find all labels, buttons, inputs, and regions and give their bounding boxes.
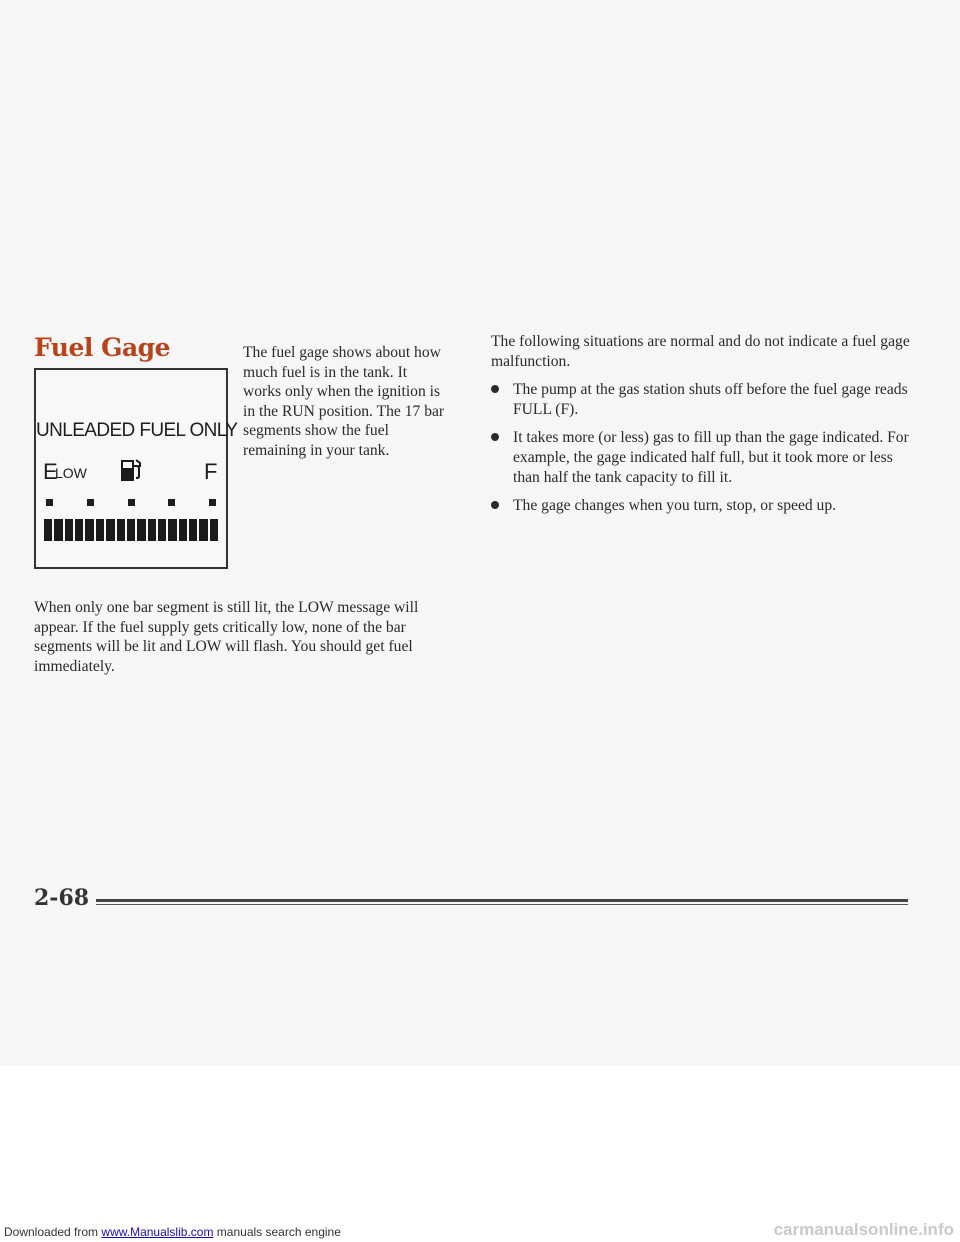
bar-segment <box>75 519 83 541</box>
manualslib-link[interactable]: www.Manualslib.com <box>101 1225 214 1239</box>
gauge-low-text: LOW <box>55 465 87 481</box>
list-item-text: The gage changes when you turn, stop, or speed up. <box>513 497 837 515</box>
bullet-icon <box>491 501 499 509</box>
bar-segment <box>85 519 93 541</box>
list-item-text: It takes more (or less) gas to fill up than the gage indicated. For example, the gage indicated half full, but it took more or less than half the tank capacity to fill it. <box>513 429 909 486</box>
credit-suffix: manuals search engine <box>216 1225 341 1239</box>
list-item-text: The pump at the gas station shuts off before the fuel gage reads FULL (F). <box>513 381 908 418</box>
situations-intro: The following situations are normal and do not indicate a fuel gage malfunction. <box>491 333 910 370</box>
dot-marker <box>209 499 216 506</box>
list-item <box>491 428 921 487</box>
bar-segment <box>189 519 197 541</box>
gauge-empty-letter: E <box>43 459 58 484</box>
credit-prefix: Downloaded from <box>4 1225 99 1239</box>
fuel-gage-illustration <box>34 368 238 569</box>
bar-segment <box>65 519 73 541</box>
gauge-bar-segments <box>44 519 218 541</box>
fuel-pump-icon <box>120 458 142 482</box>
bar-segment <box>117 519 125 541</box>
bar-segment <box>96 519 104 541</box>
footer-area <box>0 1066 960 1242</box>
download-credit <box>4 1225 341 1239</box>
bar-segment <box>127 519 135 541</box>
bar-segment <box>44 519 52 541</box>
page-number: 2-68 <box>34 885 90 911</box>
list-item <box>491 496 921 516</box>
list-item <box>491 380 921 419</box>
bar-segment <box>168 519 176 541</box>
bullet-icon <box>491 385 499 393</box>
bar-segment <box>54 519 62 541</box>
dot-marker <box>128 499 135 506</box>
dot-marker <box>87 499 94 506</box>
low-fuel-paragraph: When only one bar segment is still lit, the LOW message will appear. If the fuel supply gets critically low, none of the bar segments will be lit and LOW will flash. You should get fuel immediately. <box>34 599 419 675</box>
dot-marker <box>46 499 53 506</box>
watermark-text: carmanualsonline.info <box>773 1220 954 1239</box>
gauge-full-letter: F <box>204 459 218 484</box>
dot-marker <box>168 499 175 506</box>
bullet-icon <box>491 433 499 441</box>
bar-segment <box>158 519 166 541</box>
gage-description: The fuel gage shows about how much fuel is in the tank. It works only when the ignition is in the RUN position. The 17 bar segments show the fuel remaining in your tank. <box>243 344 445 459</box>
bar-segment <box>179 519 187 541</box>
section-heading: Fuel Gage <box>34 333 171 362</box>
bar-segment <box>137 519 145 541</box>
footer-rule-thin <box>96 904 908 905</box>
bar-segment <box>199 519 207 541</box>
bar-segment <box>106 519 114 541</box>
right-column <box>491 332 921 525</box>
bar-segment <box>210 519 218 541</box>
gauge-dot-markers <box>46 499 216 507</box>
footer-rule <box>96 899 908 902</box>
gauge-label: UNLEADED FUEL ONLY <box>36 420 238 441</box>
bar-segment <box>148 519 156 541</box>
